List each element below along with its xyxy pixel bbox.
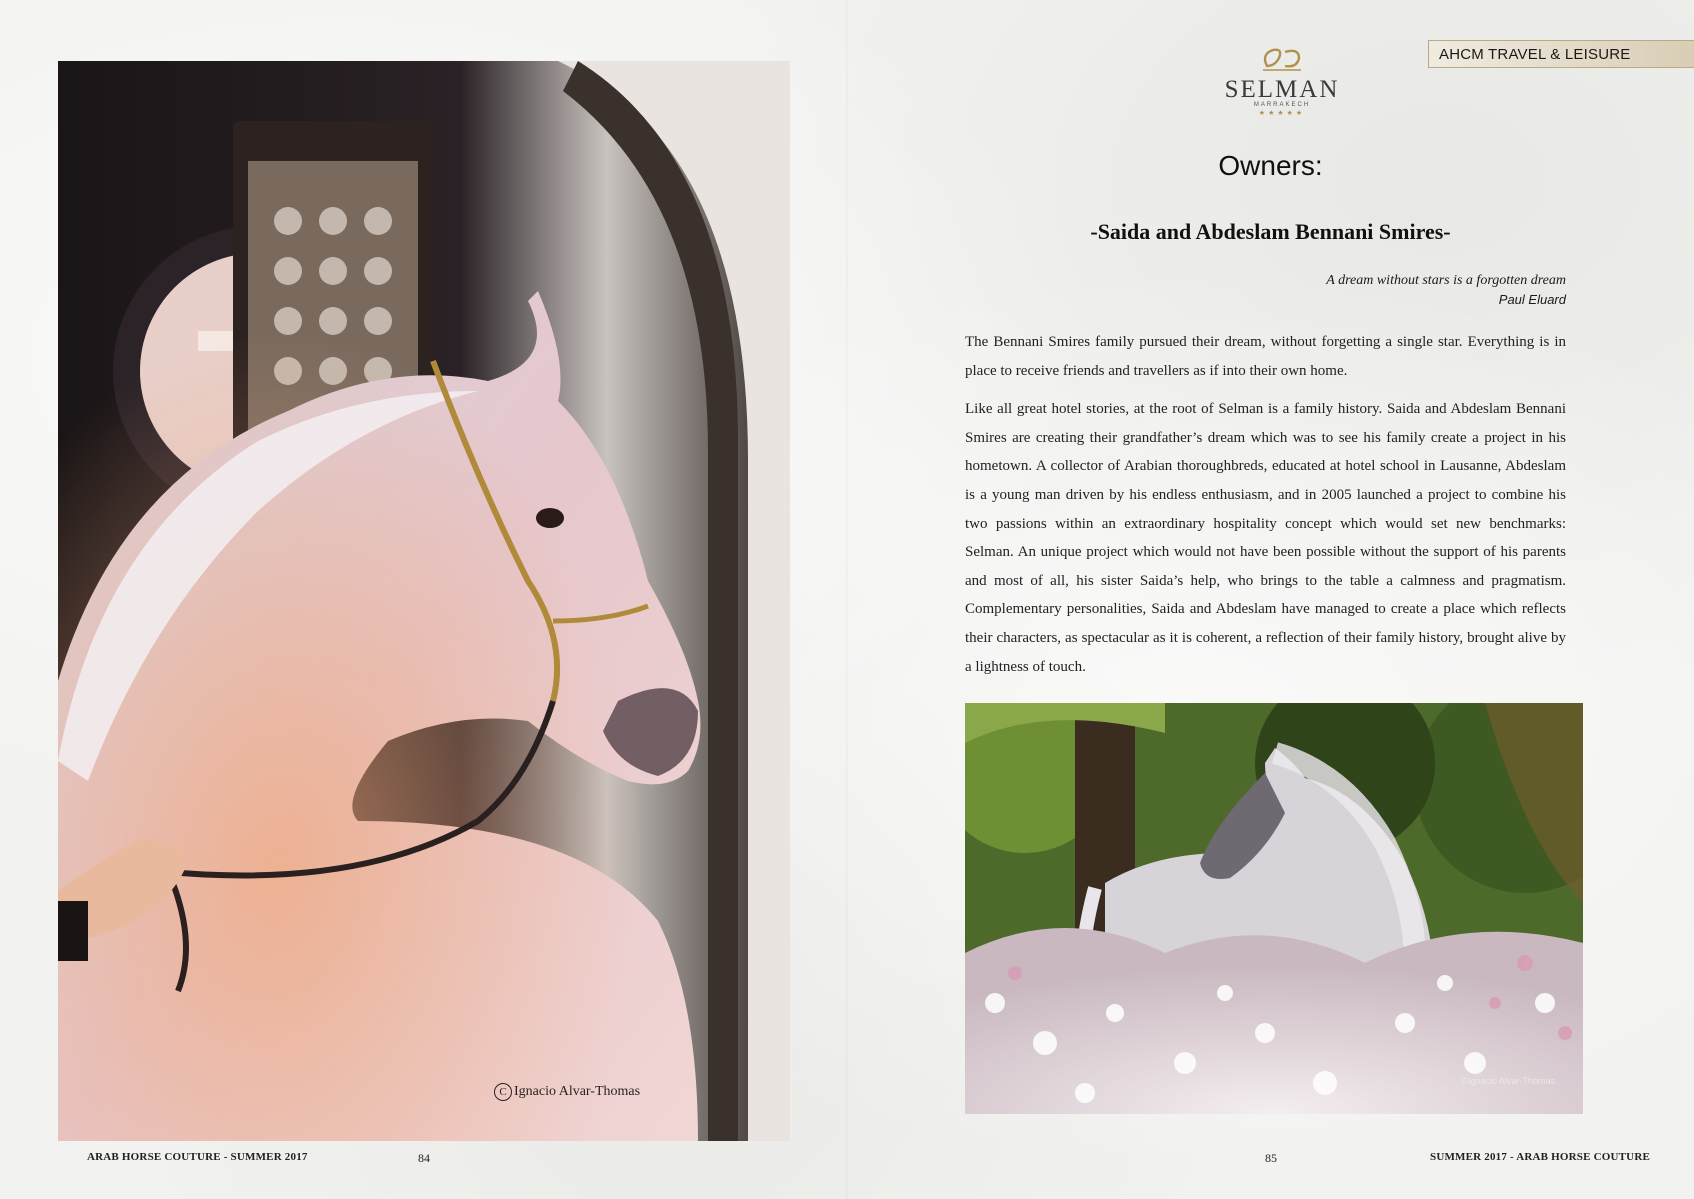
copyright-icon: C [494,1083,512,1101]
epigraph [1326,271,1566,309]
photo2-credit: ©Ignacio Alvar-Thomas [1461,1076,1555,1086]
selman-monogram-icon [1259,44,1305,74]
right-footer: SUMMER 2017 - ARAB HORSE COUTURE [1430,1151,1650,1163]
right-page-number: 85 [1265,1151,1277,1165]
horse-portrait-photo [58,61,790,1141]
paragraph: The Bennani Smires family pursued their dream, without forgetting a single star. Everything is in place to receive friends and travellers as if into their own home. [965,334,1566,379]
paragraph: Like all great hotel stories, at the root of Selman is a family history. Saida and Abdeslam Bennani Smires are creating their grandfather’s dream which was to see his family create a project in his hometown. A collector of Arabian thoroughbreds, educated at hotel school in Lausanne, Abdeslam is a young man driven by his endless enthusiasm, and in 2005 launched a project to combine his two passions within an extraordinary hospitality concept which would set new benchmarks: Selman. An unique project which would not have been possible without the support of his parents and most of all, his sister Saida’s help, who brings to the table a calmness and pragmatism. Complementary personalities, Saida and Abdeslam have managed to create a place which reflects their characters, as spectacular as it is coherent, a reflection of their family history, brought alive by a lightness of touch. [965,401,1566,675]
photo-credit [494,1083,640,1101]
horse-garden-image [965,703,1583,1114]
epigraph-author: Paul Eluard [1498,292,1566,307]
photo-credit-text: Ignacio Alvar-Thomas [514,1084,641,1099]
logo-city: MARRAKECH [1253,102,1311,108]
page-subtitle: -Saida and Abdeslam Bennani Smires- [1090,219,1451,244]
logo-brand: SELMAN [1224,76,1340,103]
left-page-number: 84 [418,1151,430,1165]
section-tab [1428,40,1694,68]
article-body [965,328,1566,691]
selman-logo [1212,44,1352,117]
epigraph-text: A dream without stars is a forgotten dream [1326,273,1566,288]
horse-garden-photo [965,703,1583,1114]
left-footer: ARAB HORSE COUTURE - SUMMER 2017 [87,1151,308,1163]
section-tab-label: AHCM TRAVEL & LEISURE [1439,46,1631,63]
right-page [847,0,1694,1199]
page-title: Owners: [1218,150,1323,181]
logo-stars: ★★★★★ [1258,109,1306,117]
horse-portrait-image [58,61,790,1141]
